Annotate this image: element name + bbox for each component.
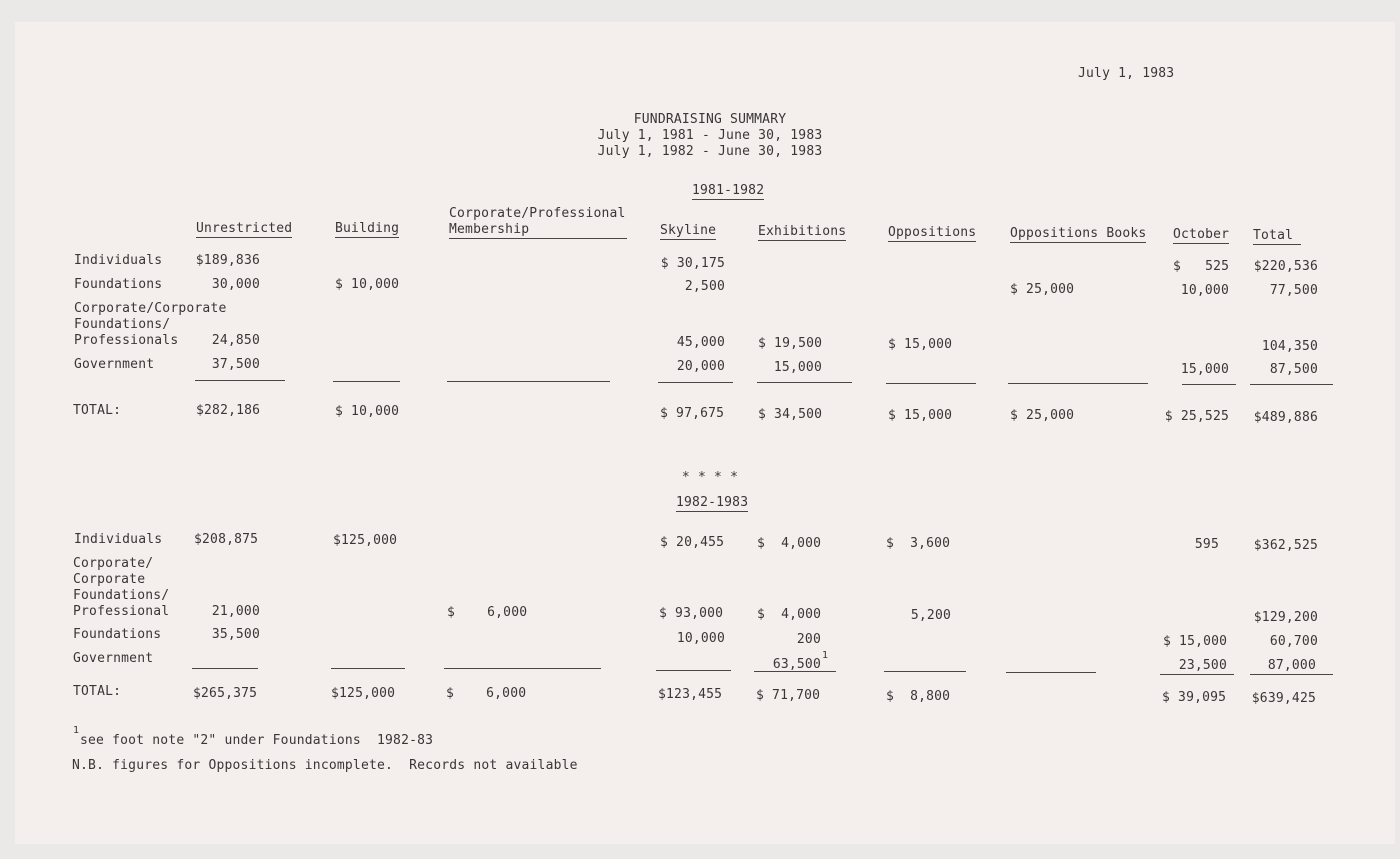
col-oppositions-books: Oppositions Books [1010, 226, 1147, 241]
s2-individuals-october: 595 [1194, 537, 1219, 552]
s2-foundations-skyline: 10,000 [676, 631, 725, 646]
s2-individuals-building: $125,000 [333, 533, 398, 548]
s1-foundations-unrestricted: 30,000 [211, 277, 260, 292]
s2-total-skyline: $123,455 [658, 687, 723, 702]
period-line-1: July 1, 1981 - June 30, 1983 [597, 128, 823, 143]
s2-total-corporate: $ 6,000 [446, 686, 527, 701]
s2-individuals-oppositions: $ 3,600 [886, 536, 951, 551]
s1-government-unrestricted: 37,500 [211, 357, 260, 372]
s1-rule-skyline [658, 382, 733, 383]
s1-individuals-label: Individuals [74, 253, 163, 268]
col-total: Total [1253, 228, 1301, 245]
s2-foundations-exhibitions: 200 [796, 632, 821, 647]
s1-rule-exhibitions [757, 382, 852, 383]
s1-government-total: 87,500 [1269, 362, 1318, 377]
s2-total-building: $125,000 [331, 686, 396, 701]
section2-year: 1982-1983 [676, 495, 749, 510]
s1-individuals-skyline: $ 30,175 [660, 256, 725, 271]
footnote-mark: 1 [73, 725, 80, 736]
s1-corporate-exhibitions: $ 19,500 [758, 336, 823, 351]
s2-foundations-october: $ 15,000 [1163, 634, 1228, 649]
s1-government-skyline: 20,000 [676, 359, 725, 374]
s2-individuals-skyline: $ 20,455 [660, 535, 725, 550]
s2-rule-exhibitions [754, 671, 836, 672]
s2-rule-total [1250, 674, 1333, 675]
s2-rule-unrestricted-top [192, 668, 258, 669]
s1-individuals-october: $ 525 [1173, 259, 1230, 274]
s2-government-label: Government [73, 651, 154, 666]
s2-government-exhibitions: 63,500 [772, 657, 821, 672]
s2-corporate-label-1: Corporate/ [73, 556, 154, 571]
s2-rule-building-top [331, 668, 405, 669]
s1-rule-october [1182, 384, 1236, 385]
s1-foundations-october: 10,000 [1180, 283, 1229, 298]
s2-total-exhibitions: $ 71,700 [756, 688, 821, 703]
s2-foundations-label: Foundations [73, 627, 162, 642]
s1-government-october: 15,000 [1180, 362, 1229, 377]
s1-foundations-oppositions-books: $ 25,000 [1010, 282, 1075, 297]
s2-total-october: $ 39,095 [1162, 690, 1227, 705]
s1-foundations-total: 77,500 [1269, 283, 1318, 298]
document-title: FUNDRAISING SUMMARY [633, 112, 787, 127]
s1-total-unrestricted: $282,186 [196, 403, 261, 418]
s2-individuals-unrestricted: $208,875 [194, 532, 259, 547]
s1-total-skyline: $ 97,675 [660, 406, 725, 421]
s1-rule-total [1250, 384, 1333, 385]
s2-rule-oppositions-books-top [1006, 672, 1096, 673]
s2-corporate-skyline: $ 93,000 [659, 606, 724, 621]
col-corporate-line2: Membership [449, 222, 627, 239]
col-october: October [1173, 227, 1230, 242]
s1-foundations-label: Foundations [74, 277, 163, 292]
s1-rule-corporate [447, 381, 610, 382]
document-date: July 1, 1983 [1078, 66, 1175, 81]
s2-total-oppositions: $ 8,800 [886, 689, 951, 704]
col-skyline: Skyline [660, 223, 717, 238]
s2-individuals-exhibitions: $ 4,000 [757, 536, 822, 551]
s1-total-total: $489,886 [1253, 410, 1318, 425]
s2-rule-oppositions-top [884, 671, 966, 672]
s2-corporate-label-2: Corporate [73, 572, 146, 587]
s2-total-label: TOTAL: [73, 684, 122, 699]
s1-total-label: TOTAL: [73, 403, 122, 418]
s1-individuals-unrestricted: $189,836 [195, 253, 260, 268]
s2-corporate-corporate: $ 6,000 [447, 605, 528, 620]
s2-government-october: 23,500 [1178, 658, 1227, 673]
s2-corporate-label-3: Foundations/ [73, 588, 170, 603]
s1-rule-building [333, 381, 400, 382]
s1-rule-oppositions-books [1008, 383, 1148, 384]
period-line-2: July 1, 1982 - June 30, 1983 [597, 144, 823, 159]
section-separator: * * * * [681, 470, 739, 485]
s1-total-oppositions: $ 15,000 [888, 408, 953, 423]
col-exhibitions: Exhibitions [758, 224, 847, 239]
s1-total-oppositions-books: $ 25,000 [1010, 408, 1075, 423]
s2-foundations-total: 60,700 [1269, 634, 1318, 649]
s2-individuals-label: Individuals [74, 532, 163, 547]
s1-foundations-building: $ 10,000 [335, 277, 400, 292]
s2-rule-october [1160, 674, 1234, 675]
s1-rule-unrestricted [195, 380, 285, 381]
col-oppositions: Oppositions [888, 225, 977, 240]
s1-government-exhibitions: 15,000 [773, 360, 822, 375]
s2-corporate-label-4: Professional [73, 604, 170, 619]
s1-total-exhibitions: $ 34,500 [758, 407, 823, 422]
s1-corporate-unrestricted: 24,850 [211, 333, 260, 348]
s1-corporate-label-1: Corporate/Corporate [74, 301, 227, 316]
s2-corporate-exhibitions: $ 4,000 [757, 607, 822, 622]
s1-corporate-total: 104,350 [1261, 339, 1318, 354]
s2-total-unrestricted: $265,375 [193, 686, 258, 701]
s1-government-label: Government [74, 357, 155, 372]
s2-corporate-total: $129,200 [1253, 610, 1318, 625]
footnote-1: see foot note "2" under Foundations 1982-83 [80, 733, 434, 748]
s2-foundations-unrestricted: 35,500 [211, 627, 260, 642]
s1-corporate-label-3: Professionals [74, 333, 179, 348]
s1-corporate-label-2: Foundations/ [74, 317, 171, 332]
s1-rule-oppositions [886, 383, 976, 384]
col-unrestricted: Unrestricted [196, 221, 293, 236]
s2-individuals-total: $362,525 [1253, 538, 1318, 553]
s1-total-building: $ 10,000 [335, 404, 400, 419]
s2-total-total: $639,425 [1251, 691, 1316, 706]
col-corporate-line1: Corporate/Professional [449, 206, 626, 221]
s2-government-total: 87,000 [1267, 658, 1316, 673]
s2-rule-corporate-top [444, 668, 601, 669]
s2-government-footnote-mark: 1 [822, 650, 829, 661]
s1-total-october: $ 25,525 [1164, 409, 1229, 424]
s1-individuals-total: $220,536 [1253, 259, 1318, 274]
s1-foundations-skyline: 2,500 [684, 279, 725, 294]
section1-year: 1981-1982 [692, 183, 765, 198]
s2-rule-skyline-top [656, 670, 731, 671]
s1-corporate-skyline: 45,000 [676, 335, 725, 350]
s2-corporate-unrestricted: 21,000 [211, 604, 260, 619]
col-building: Building [335, 221, 400, 236]
s1-corporate-oppositions: $ 15,000 [888, 337, 953, 352]
footnote-2: N.B. figures for Oppositions incomplete. Records not available [72, 758, 578, 773]
s2-corporate-oppositions: 5,200 [910, 608, 951, 623]
